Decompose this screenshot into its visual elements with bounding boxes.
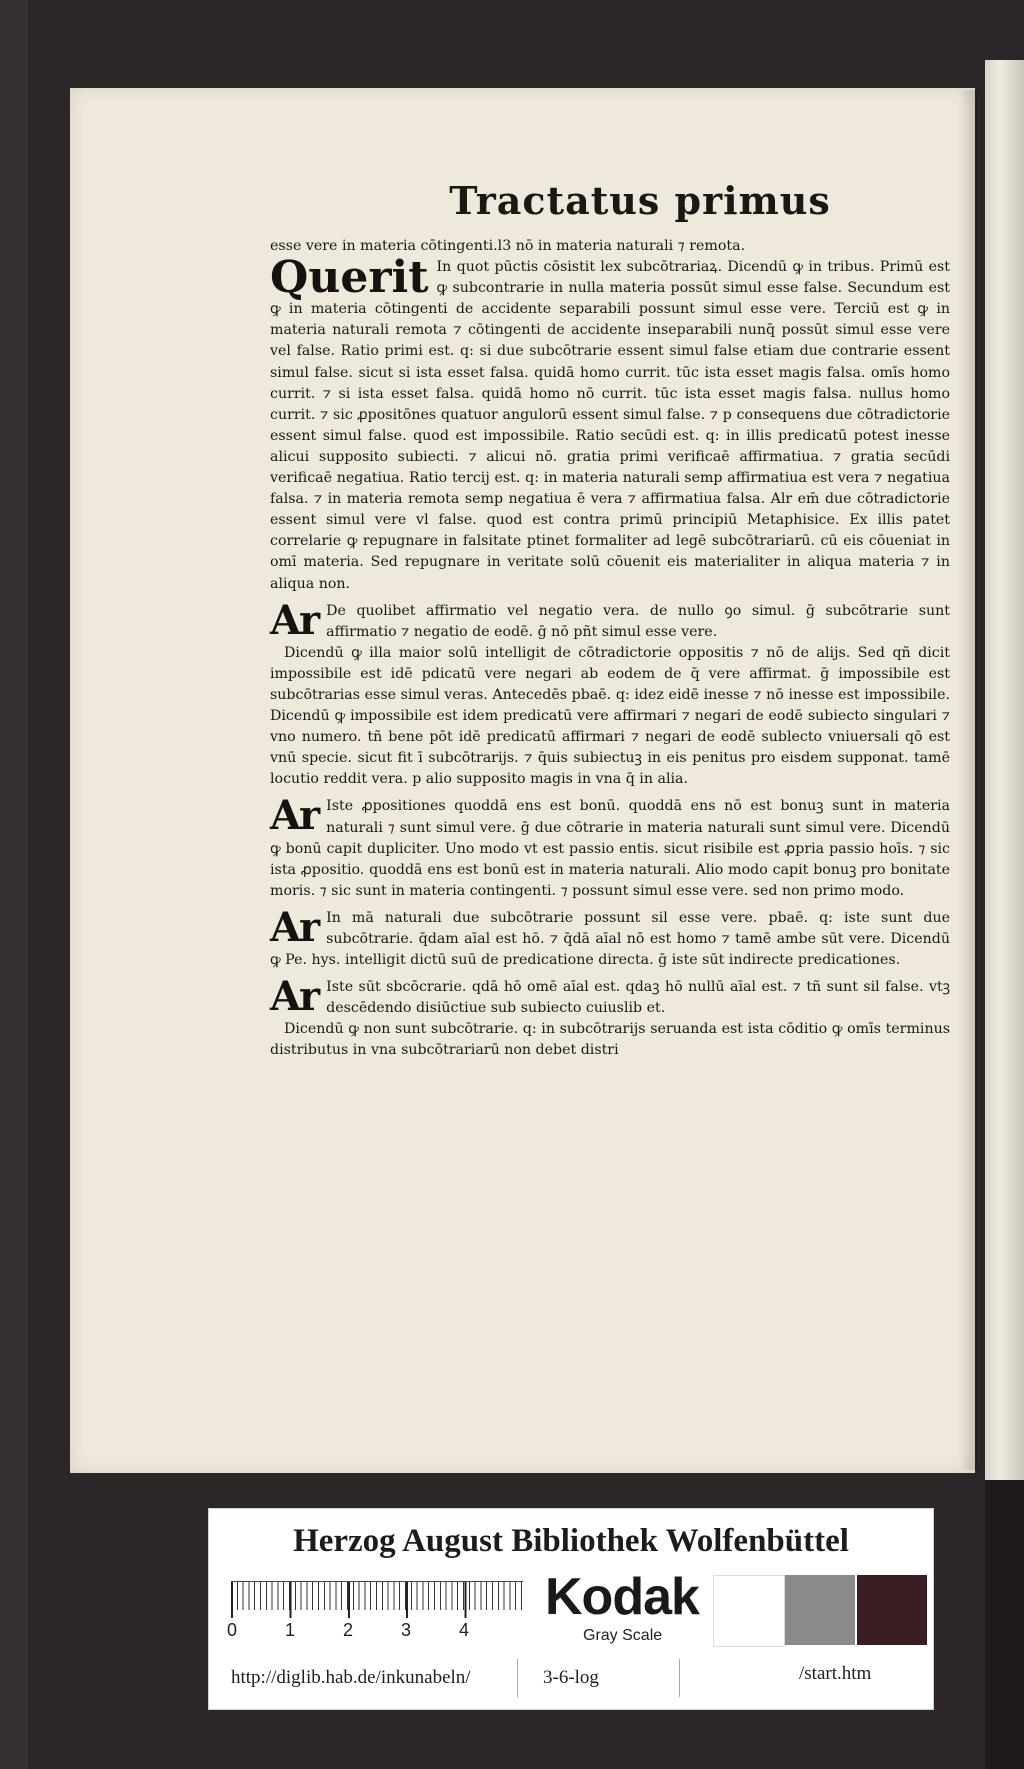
swatch-dark [857, 1575, 927, 1645]
divider [517, 1659, 518, 1697]
scan-right-dark [985, 1480, 1024, 1769]
argument-text-2: Iste ꝓpositiones quoddā ens est bonū. quoddā ens nō est bonuꝫ sunt in materia naturali ⁊ sunt simul vere. ḡ due cōtrarie in materia naturali sunt simul vere. Dicendū ꝙ bonū capit dupliciter. Uno modo vt est passio entis. sicut risibile est ꝓpria passio hoīs. ⁊ sic ista ꝓpositio. quoddā ens est bonū est in materia naturali. Alio modo capit bonuꝫ pro bonitate moris. ⁊ sic sunt in materia contingenti. ⁊ possunt simul esse vere. sed non primo modo. [270, 798, 950, 899]
initial-ar-2: Ar [270, 792, 319, 840]
argument-paragraph-2 [270, 792, 950, 901]
scan-left-edge [0, 0, 28, 1769]
argument-text-4: Iste sūt sbcōcrarie. qdā hō omē aīal est. qdaꝫ hō nullū aīal est. ⁊ tñ sunt sil false. vtꝫ descēdendo disiūctiue sub subiecto cuiuslib et. [326, 979, 950, 1017]
gray-scale-label: Gray Scale [583, 1627, 663, 1644]
source-url: http://diglib.hab.de/inkunabeln/ [231, 1667, 471, 1688]
ruler-number: 2 [343, 1620, 354, 1640]
swatch-white [713, 1575, 785, 1647]
ruler-number: 0 [227, 1620, 238, 1640]
kodak-logo: Kodak [545, 1568, 699, 1626]
argument-text-1: De quolibet affirmatio vel negatio vera. de nullo ꝯo simul. ḡ subcōtrarie sunt affirmatio ⁊ negatio de eodē. ḡ nō pñt simul esse vere. [326, 602, 950, 640]
question-text: In quot pūctis cōsistit lex subcōtrariaꝝ. Dicendū ꝙ in tribus. Primū est ꝙ subcontrarie in nulla materia possūt simul esse false. Secundum est ꝙ in materia cōtingenti de accidente separabili possunt simul esse vere. Terciū est ꝙ in materia naturali remota ⁊ cōtingenti de accidente inseparabili nunq̄ possūt simul esse vere vel false. Ratio primi est. q: si due subcōtrarie essent simul false etiam due contrarie essent simul false. sicut si ista esset falsa. quidā homo currit. tūc ista esset magis falsa. omīs homo currit. ⁊ si ista esset falsa. quidā homo nō currit. tūc ista esset magis falsa. nullus homo currit. ⁊ sic ꝓpositōnes quatuor angulorū essent simul false. ⁊ p consequens due cōtradictorie essent simul false. quod est impossibile. Ratio secūdi est. q: in illis predicatū potest inesse alicui supposito subiecti. ⁊ alicui nō. gratia primi verificaē affirmatiua. ⁊ gratia secūdi verificaē negatiua. Ratio tercij est. q: in materia naturali semp affirmatiua est vera ⁊ negatiua falsa. ⁊ in materia remota semp negatiua ē vera ⁊ affirmatiua falsa. Alr em̄ due cōtradictorie essent simul vere vl false. quod est contra primū principiū Metaphisice. Ex illis patet correlarie ꝙ repugnare in falsitate ptinet formaliter ad legē subcōtrariarū. cū eis cōueniat in omī materia. Sed repugnare in veritate solū cōuenit eis materialiter in aliqua materia ⁊ in aliqua non. [270, 259, 950, 592]
color-target-card [208, 1508, 934, 1710]
ruler-number: 4 [459, 1620, 470, 1640]
initial-querit: Querit [270, 252, 429, 304]
book-page [70, 88, 975, 1473]
argument-paragraph-3 [270, 903, 950, 971]
argument-text-3: In mā naturali due subcōtrarie possunt sil esse vere. pbaē. q: iste sunt due subcōtrarie. q̄dam aīal est hō. ⁊ q̄dā aīal nō est homo ⁊ tamē ambe sūt vere. Dicendū ꝙ Pe. hys. intelligit dictū suū de predicatione directa. ḡ iste sūt indirecte predicationes. [270, 909, 950, 969]
divider [679, 1659, 680, 1697]
response-text-2: Dicendū ꝙ non sunt subcōtrarie. q: in subcōtrarijs seruanda est ista cōditio ꝙ omīs terminus distributus in vna subcōtrariarū non debet distri [270, 1021, 950, 1059]
image-code: 3-6-log [543, 1667, 599, 1688]
initial-ar-1: Ar [270, 596, 319, 644]
question-paragraph [270, 252, 950, 595]
swatch-gray [785, 1575, 855, 1645]
response-paragraph-1 [270, 643, 950, 791]
next-page-edge [985, 60, 1024, 1480]
scale-ruler [227, 1581, 523, 1640]
ruler-major-ticks [231, 1582, 523, 1618]
initial-ar-3: Ar [270, 903, 319, 951]
response-text-1: Dicendū ꝙ illa maior solū intelligit de cōtradictorie oppositis ⁊ nō de alijs. Sed qñ dicit impossibile est idē pdicatū vere negari ab eodem de q̄ vere affirmat. ḡ impossibile est subcōtrarias esse simul veras. Antecedēs pbaē. q: idez eidē inesse ⁊ nō inesse est impossibile. Dicendū ꝙ impossibile est idem predicatū vere affirmari ⁊ negari de eodē subiecto singulari ⁊ vno numero. tñ bene pōt idē predicatū affirmari ⁊ negari de eodē sublecto vniuersali qō est vnū specie. sicut fit ī subcōtrarijs. ⁊ q̄uis subiectuꝫ in eis penitus pro eisdem supponat. tamē locutio reddit vera. p alio supposito magis in vna q̄ in alia. [270, 644, 950, 788]
continued-line: esse vere in materia cōtingenti.l3 nō in materia naturali ⁊ remota. [270, 238, 746, 254]
ruler-number: 3 [401, 1620, 412, 1640]
initial-ar-4: Ar [270, 973, 319, 1021]
response-paragraph-2 [270, 1019, 950, 1061]
page-header-title: Tractatus primus [449, 178, 831, 223]
ruler-number: 1 [285, 1620, 296, 1640]
argument-paragraph-4 [270, 973, 950, 1021]
page-gutter-shadow [958, 90, 978, 1470]
start-link: /start.htm [799, 1663, 872, 1684]
library-name: Herzog August Bibliothek Wolfenbüttel [293, 1523, 849, 1559]
argument-paragraph-1 [270, 596, 950, 644]
page-body [270, 236, 950, 1062]
